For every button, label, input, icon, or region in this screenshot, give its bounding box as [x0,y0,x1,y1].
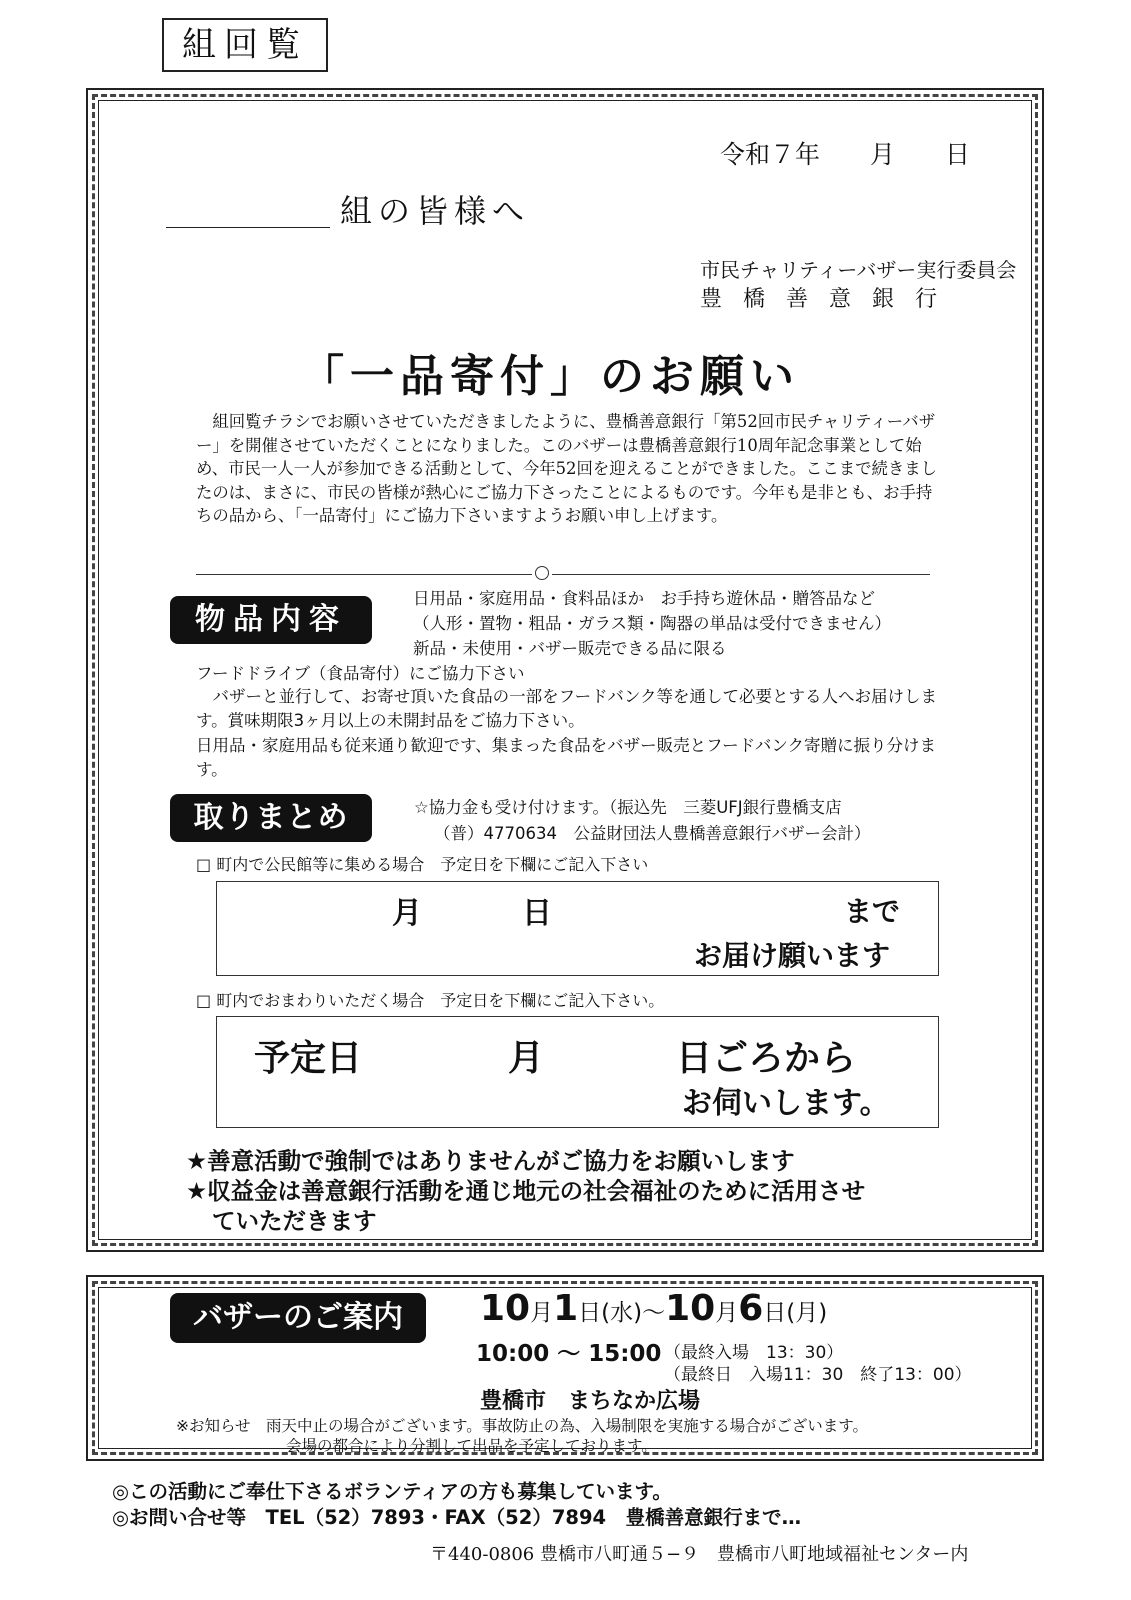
box1-month-label: 月 [392,896,422,931]
items-badge: 物品内容 [170,596,372,644]
food-drive-text: バザーと並行して、お寄せ頂いた食品の一部をフードバンク等を通して必要とする人へお届けします。賞味期限3ヶ月以上の未開封品をご協力下さい。 [196,687,938,730]
bazaar-time: 10:00 ～ 15:00 [476,1341,662,1367]
page-title: 「一品寄付」のお願い [300,351,800,402]
divider [552,574,930,575]
food-drive-note: 日用品・家庭用品も従来通り歓迎です、集まった食品をバザー販売とフードバンク寄贈に振り分けます。 [196,736,937,779]
box2-from-label: 日ごろから [676,1038,857,1079]
box2-month-label: 月 [508,1038,545,1079]
bazaar-notice-2: 会場の都合により分割して出品を予定しております。 [286,1437,657,1455]
note-voluntary: ★善意活動で強制ではありませんがご協力をお願いします [186,1147,795,1175]
month-char: 月 [715,1300,739,1326]
box1-day-label: 日 [522,896,552,931]
recipient-blank-line [166,227,330,228]
intro-paragraph: 組回覧チラシでお願いさせていただきましたように、豊橋善意銀行「第52回市民チャリティーバザー」を開催させていただくことになりました。このバザーは豊橋善意銀行10周年記念事業として始め、市民一人一人が参加できる活動として、今年52回を迎えることができました。ここまで続きましたのは、まさに、市民の皆様が熱心にご協力下さったことによるものです。今年も是非とも、お手持ちの品から、「一品寄付」にご協力下さいますようお願い申し上げます。 [196,412,938,525]
bazaar-last-entry: （最終入場 13：30） [664,1343,844,1363]
circulation-label: 組回覧 [162,18,328,72]
day-char: 日 [578,1300,602,1326]
start-weekday: (水) [601,1300,643,1326]
date-tilde: ～ [642,1300,666,1326]
box2-scheduled-label: 予定日 [254,1038,363,1079]
volunteer-note: ◎この活動にご奉仕下さるボランティアの方も募集しています。 [112,1480,672,1503]
items-line-3: 新品・未使用・バザー販売できる品に限る [413,639,727,658]
donation-line-1: ☆協力金も受け付けます。（振込先 三菱UFJ銀行豊橋支店 [414,798,842,817]
date-line: 令和７年 月 日 [720,140,971,169]
end-day: 6 [738,1288,764,1329]
items-line-1: 日用品・家庭用品・食料品ほか お手持ち遊休品・贈答品など [413,589,875,608]
items-line-2: （人形・置物・粗品・ガラス類・陶器の単品は受付できません） [413,614,892,633]
option-1-checkbox-label[interactable]: □ 町内で公民館等に集める場合 予定日を下欄にご記入下さい [196,855,649,874]
collection-badge: 取りまとめ [170,794,372,842]
recipient-heading: 組の皆様へ [340,192,531,230]
organizer-committee: 市民チャリティーバザー実行委員会 [700,258,1017,282]
option-2-checkbox-label[interactable]: □ 町内でおまわりいただく場合 予定日を下欄にご記入下さい。 [196,991,665,1010]
note-proceeds-cont: ていただきます [212,1207,377,1235]
end-weekday: (月) [786,1300,828,1326]
bazaar-last-day: （最終日 入場11：30 終了13：00） [664,1365,972,1385]
bazaar-badge: バザーのご案内 [170,1293,426,1343]
organizer-bank: 豊橋善意銀行 [700,287,959,312]
address: 〒440-0806 豊橋市八町通５−９ 豊橋市八町地域福祉センター内 [430,1544,969,1565]
donation-line-2: （普）4770634 公益財団法人豊橋善意銀行バザー会計） [434,824,871,843]
bazaar-venue: 豊橋市 まちなか広場 [480,1389,701,1414]
box2-visit-label: お伺いします。 [682,1086,890,1121]
bazaar-notice-1: ※お知らせ 雨天中止の場合がございます。事故防止の為、入場制限を実施する場合がございます。 [176,1417,869,1435]
month-char: 月 [530,1300,554,1326]
divider [196,574,532,575]
day-char: 日 [763,1300,787,1326]
bazaar-date [480,1288,827,1329]
end-month: 10 [665,1288,716,1329]
note-proceeds: ★収益金は善意銀行活動を通じ地元の社会福祉のために活用させ [186,1177,866,1205]
start-month: 10 [480,1288,531,1329]
box1-deliver-label: お届け願います [694,939,891,972]
food-drive-heading: フードドライブ（食品寄付）にご協力下さい [196,664,525,683]
contact-info: ◎お問い合せ等 TEL（52）7893・FAX（52）7894 豊橋善意銀行まで… [112,1506,802,1529]
box1-until-label: まで [844,895,901,928]
start-day: 1 [553,1288,579,1329]
divider-circle-icon [535,566,549,580]
